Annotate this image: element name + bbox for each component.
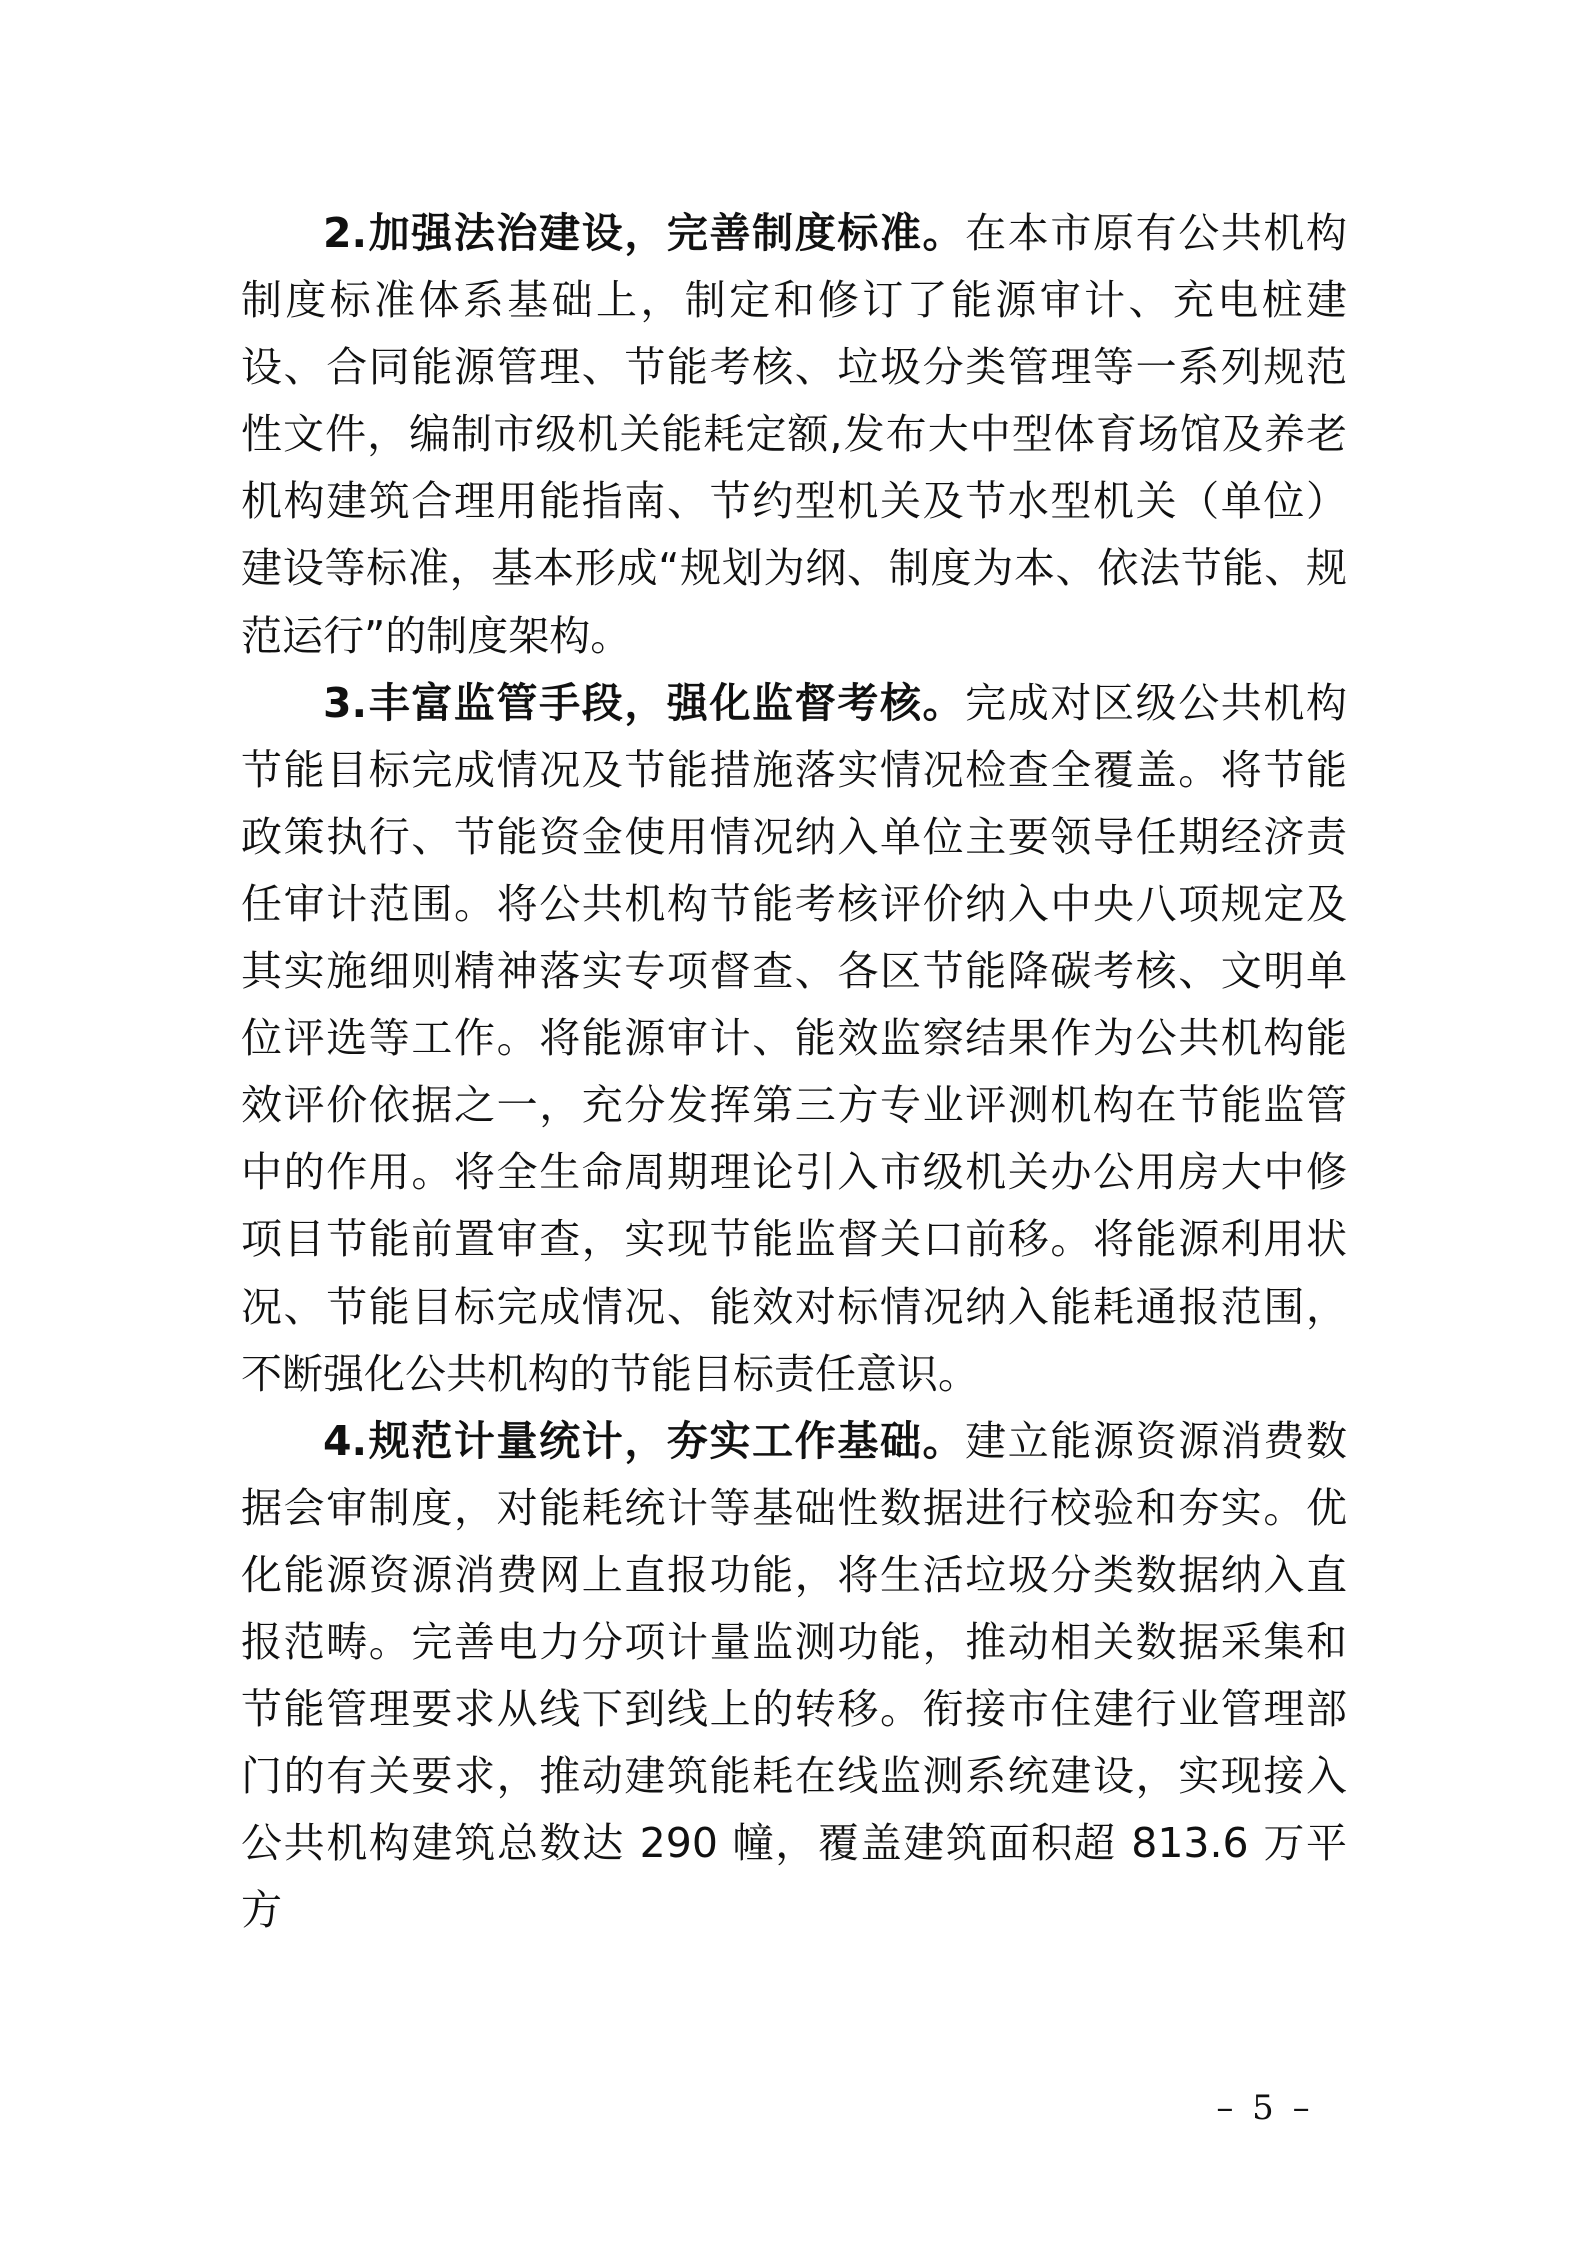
paragraph-supervision [241, 670, 1347, 1408]
paragraph-heading: 2.加强法治建设，完善制度标准。 [323, 209, 966, 257]
body-text [241, 200, 1347, 1944]
page-number: – 5 – [1216, 2088, 1314, 2128]
paragraph-body: 在本市原有公共机构制度标准体系基础上，制定和修订了能源审计、充电桩建设、合同能源管理、节能考核、垃圾分类管理等一系列规范性文件，编制市级机关能耗定额,发布大中型体育场馆及养老机构建筑合理用能指南、节约型机关及节水型机关（单位）建设等标准，基本形成“规划为纲、制度为本、依法节能、规范运行”的制度架构。 [241, 209, 1348, 660]
paragraph-body: 建立能源资源消费数据会审制度，对能耗统计等基础性数据进行校验和夯实。优化能源资源消费网上直报功能，将生活垃圾分类数据纳入直报范畴。完善电力分项计量监测功能，推动相关数据采集和节能管理要求从线下到线上的转移。衔接市住建行业管理部门的有关要求，推动建筑能耗在线监测系统建设，实现接入公共机构建筑总数达 290 幢，覆盖建筑面积超 813.6 万平方 [241, 1416, 1348, 1935]
paragraph-body: 完成对区级公共机构节能目标完成情况及节能措施落实情况检查全覆盖。将节能政策执行、节能资金使用情况纳入单位主要领导任期经济责任审计范围。将公共机构节能考核评价纳入中央八项规定及其实施细则精神落实专项督查、各区节能降碳考核、文明单位评选等工作。将能源审计、能效监察结果作为公共机构能效评价依据之一，充分发挥第三方专业评测机构在节能监管中的作用。将全生命周期理论引入市级机关办公用房大中修项目节能前置审查，实现节能监督关口前移。将能源利用状况、节能目标完成情况、能效对标情况纳入能耗通报范围，不断强化公共机构的节能目标责任意识。 [241, 678, 1348, 1398]
paragraph-heading: 4.规范计量统计，夯实工作基础。 [323, 1416, 966, 1465]
paragraph-legal-system [241, 200, 1347, 670]
paragraph-metering [241, 1408, 1347, 1945]
paragraph-heading: 3.丰富监管手段，强化监督考核。 [323, 678, 966, 727]
